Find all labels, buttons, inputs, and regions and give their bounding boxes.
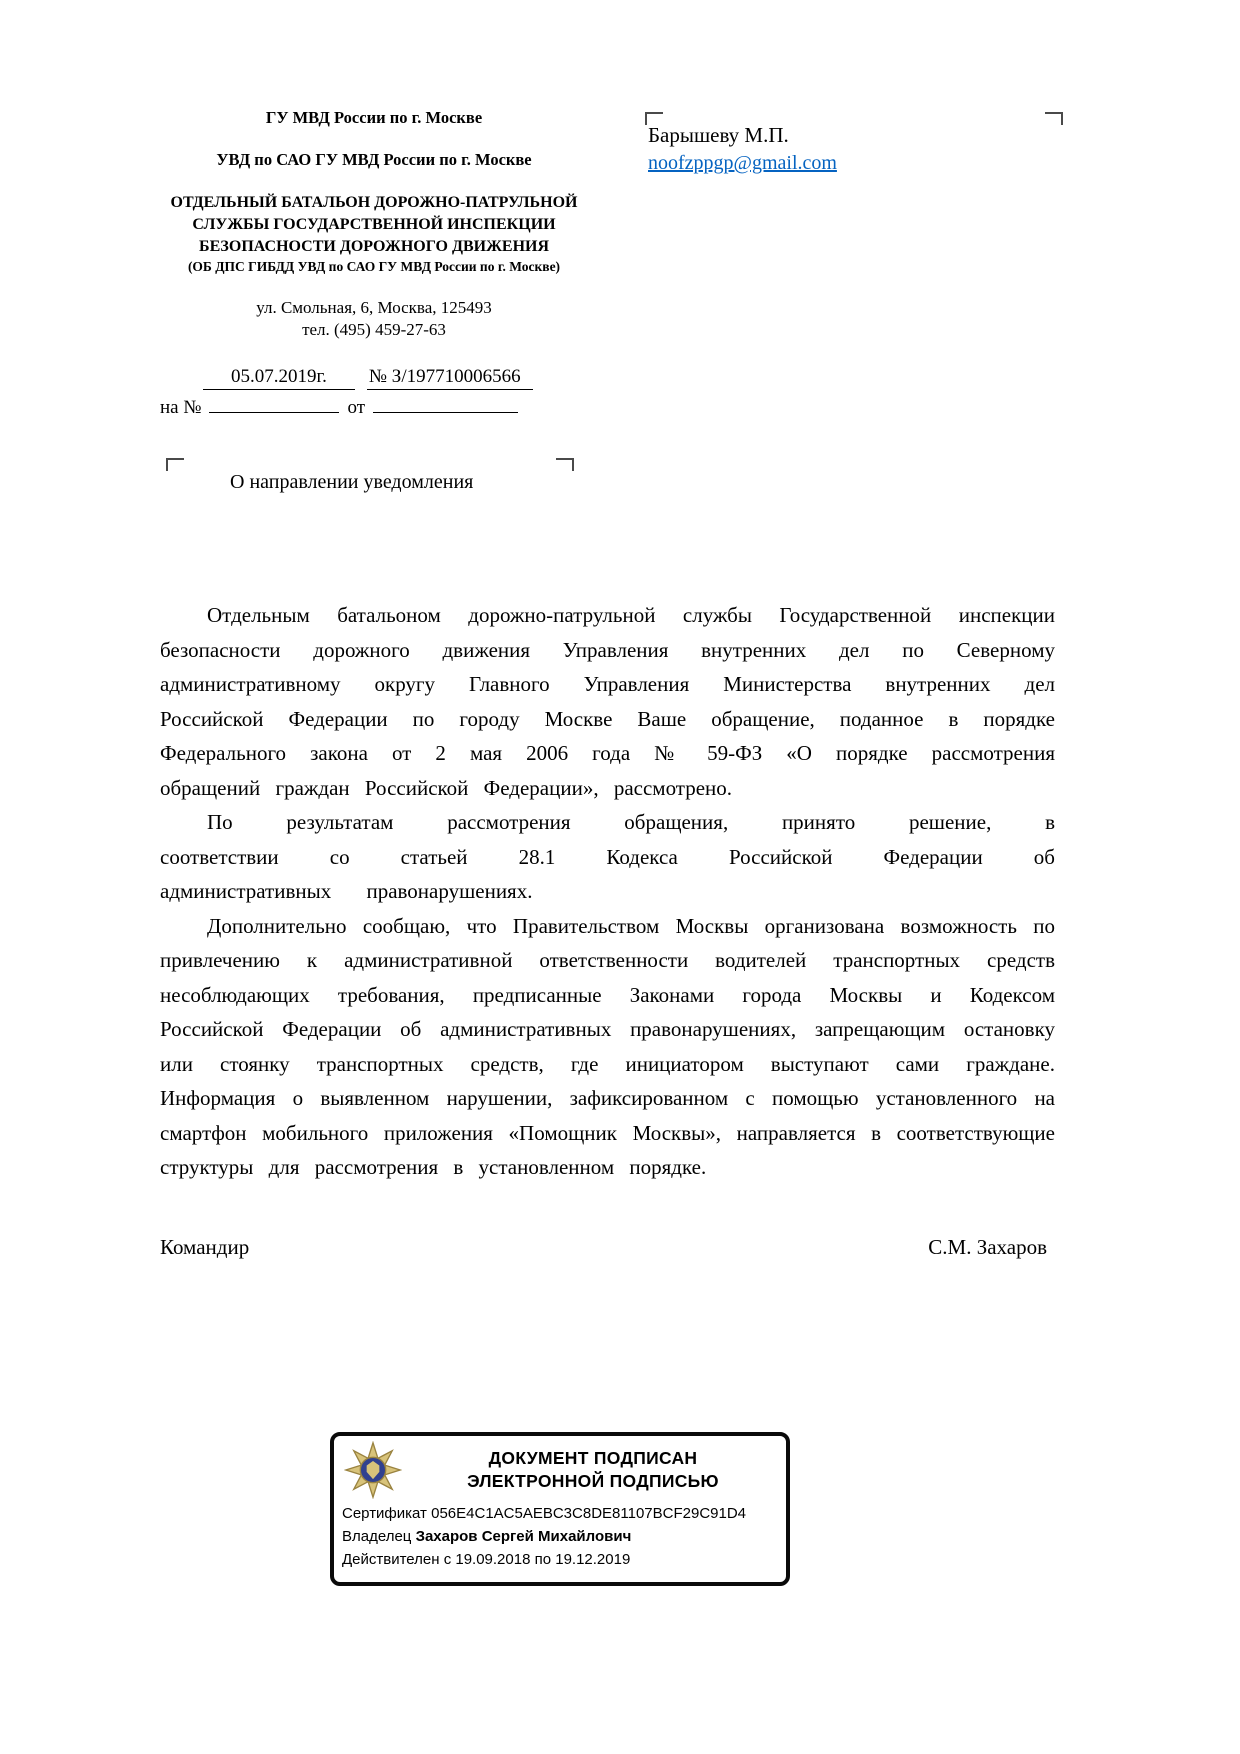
addressee-name: Барышеву М.П. [648,123,789,147]
validity-line: Действителен с 19.09.2018 по 19.12.2019 [342,1551,631,1568]
owner-name: Захаров Сергей Михайлович [415,1528,632,1545]
corner-mark-icon [645,112,663,125]
org-name-line1: ГУ МВД России по г. Москве [265,108,483,127]
signer-position: Командир [160,1235,250,1259]
letter-body [160,598,1055,1185]
addressee-block [645,112,1063,192]
subject-block [166,458,574,504]
body-paragraph: Отдельным батальоном дорожно-патрульной службы Государственной инспекции безопасности дорожного движения Управления внутренних дел по Северному административному округу Главного Управления Министерства внутренних дел Российской Федерации по городу Москве Ваше обращение, поданное в порядке Федерального закона от 2 мая 2006 года № 59-ФЗ «О порядке рассмотрения обращений граждан Российской Федерации», рассмотрено. [160,603,1055,800]
stamp-details [334,1499,786,1571]
certificate-number: 056E4C1AC5AEBC3C8DE81107BCF29C91D4 [431,1505,747,1522]
stamp-title [414,1447,772,1493]
certificate-label: Сертификат [342,1505,427,1522]
corner-mark-icon [1045,112,1063,125]
org-name-abbrev: (ОБ ДПС ГИБДД УВД по САО ГУ МВД России по г. Москве) [187,259,561,274]
stamp-title-line1: ДОКУМЕНТ ПОДПИСАН [488,1448,698,1468]
doc-date: 05.07.2019г. [231,366,327,387]
corner-mark-icon [166,458,184,471]
org-address: ул. Смольная, 6, Москва, 125493 [256,298,492,317]
number-sign: № [368,366,388,387]
electronic-signature-stamp [330,1432,790,1586]
owner-line [342,1525,776,1548]
body-paragraph: Дополнительно сообщаю, что Правительством Москвы организована возможность по привлечению к административной ответственности водителей транспортных средств несоблюдающих требования, предписанные Законами города Москвы и Кодексом Российской Федерации об административных правонарушениях, запрещающим остановку или стоянку транспортных средств, где инициатором выступают сами граждане. Информация о выявленном нарушении, зафиксированном с помощью установленного на смартфон мобильного приложения «Помощник Москвы», направляется в соответствующие структуры для рассмотрения в установленном порядке. [160,913,1055,1179]
signature-row [160,1234,1047,1261]
addressee-email-link[interactable]: noofzppgp@gmail.com [648,152,837,174]
org-phone: тел. (495) 459-27-63 [302,320,446,339]
org-name-line2: УВД по САО ГУ МВД России по г. Москве [216,150,532,169]
reply-ref-label: на № [160,397,202,418]
signer-name: С.М. Захаров [928,1235,1047,1259]
reply-ref-date-blank [373,394,518,413]
stamp-title-line2: ЭЛЕКТРОННОЙ ПОДПИСЬЮ [467,1471,719,1491]
doc-date-number-line [203,365,533,389]
reply-ref-number-blank [209,394,339,413]
org-name-full: ОТДЕЛЬНЫЙ БАТАЛЬОН ДОРОЖНО-ПАТРУЛЬНОЙ СЛУЖБЫ ГОСУДАРСТВЕННОЙ ИНСПЕКЦИИ БЕЗОПАСНОСТИ ДОРОЖНОГО ДВИЖЕНИЯ [170,194,578,255]
letterhead [148,108,600,341]
mvd-emblem-icon [344,1441,402,1499]
subject-line: О направлении уведомления [230,471,474,493]
body-paragraph: По результатам рассмотрения обращения, принято решение, в соответствии со статьей 28.1 Кодекса Российской Федерации об административных правонарушениях. [160,810,1055,903]
stamp-header [334,1436,786,1499]
doc-number: З/197710006566 [391,366,521,387]
certificate-line [342,1502,776,1525]
reply-ref-from-label: от [347,397,366,418]
owner-label: Владелец [342,1528,412,1545]
reply-reference-line [160,394,526,420]
corner-mark-icon [556,458,574,471]
